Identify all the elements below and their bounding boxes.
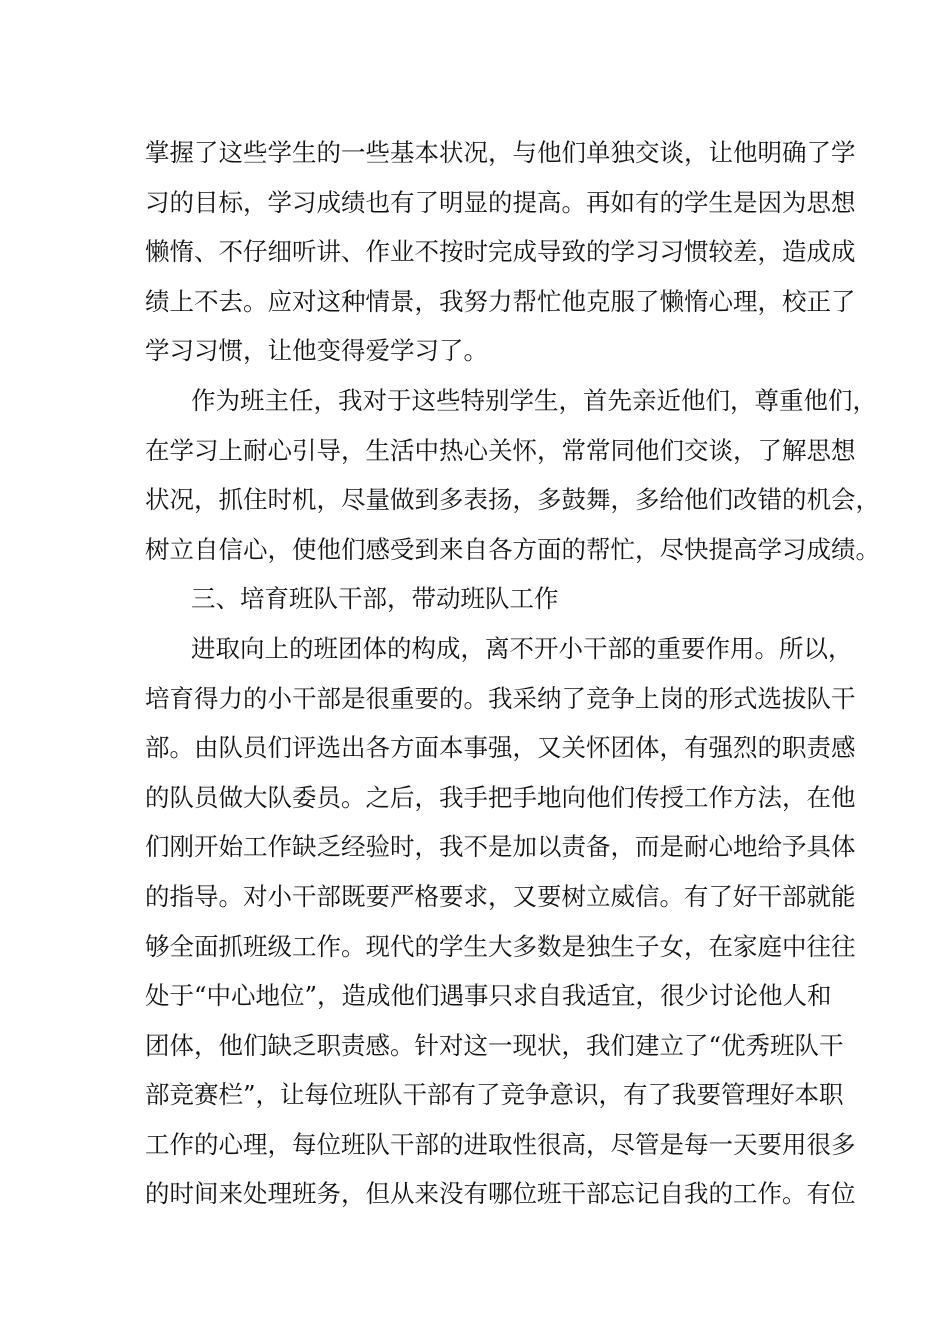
text-line: 培育得力的小干部是很重要的。我采纳了竞争上岗的形式选拔队干 [145, 683, 856, 713]
text-line: 掌握了这些学生的一些基本状况，与他们单独交谈，让他明确了学 [145, 138, 856, 167]
text-line: 部。由队员们评选出各方面本事强，又关怀团体，有强烈的职责感 [145, 733, 856, 763]
text-line: 的队员做大队委员。之后，我手把手地向他们传授工作方法，在他 [145, 782, 856, 812]
text-line: 在学习上耐心引导，生活中热心关怀，常常同他们交谈，了解思想 [145, 435, 856, 465]
text-line: 的指导。对小干部既要严格要求，又要树立威信。有了好干部就能 [145, 881, 856, 911]
text-line: 树立自信心，使他们感受到来自各方面的帮忙，尽快提高学习成绩。 [145, 534, 880, 564]
text-line: 够全面抓班级工作。现代的学生大多数是独生子女，在家庭中往往 [145, 931, 856, 961]
text-line: 团体，他们缺乏职责感。针对这一现状，我们建立了“优秀班队干 [145, 1030, 844, 1060]
paragraph-first-line: 作为班主任，我对于这些特别学生，首先亲近他们，尊重他们， [191, 385, 877, 415]
paragraph-first-line: 进取向上的班团体的构成，离不开小干部的重要作用。所以， [191, 633, 853, 663]
body-text [145, 128, 880, 1219]
text-line: 绩上不去。应对这种情景，我努力帮忙他克服了懒惰心理，校正了 [145, 286, 856, 316]
text-line: 学习习惯，让他变得爱学习了。 [145, 336, 488, 366]
text-line: 们刚开始工作缺乏经验时，我不是加以责备，而是耐心地给予具体 [145, 832, 856, 862]
text-line: 的时间来处理班务，但从来没有哪位班干部忘记自我的工作。有位 [145, 1179, 856, 1209]
text-line: 处于“中心地位”，造成他们遇事只求自我适宜，很少讨论他人和 [145, 981, 832, 1011]
text-line: 工作的心理，每位班队干部的进取性很高，尽管是每一天要用很多 [145, 1129, 856, 1159]
text-line: 部竞赛栏”，让每位班队干部有了竞争意识，有了我要管理好本职 [145, 1080, 844, 1110]
section-heading: 三、培育班队干部，带动班队工作 [191, 584, 559, 614]
text-line: 懒惰、不仔细听讲、作业不按时完成导致的学习习惯较差，造成成 [145, 237, 856, 267]
text-line: 习的目标，学习成绩也有了明显的提高。再如有的学生是因为思想 [145, 187, 856, 217]
text-line: 状况，抓住时机，尽量做到多表扬，多鼓舞，多给他们改错的机会， [145, 485, 880, 515]
